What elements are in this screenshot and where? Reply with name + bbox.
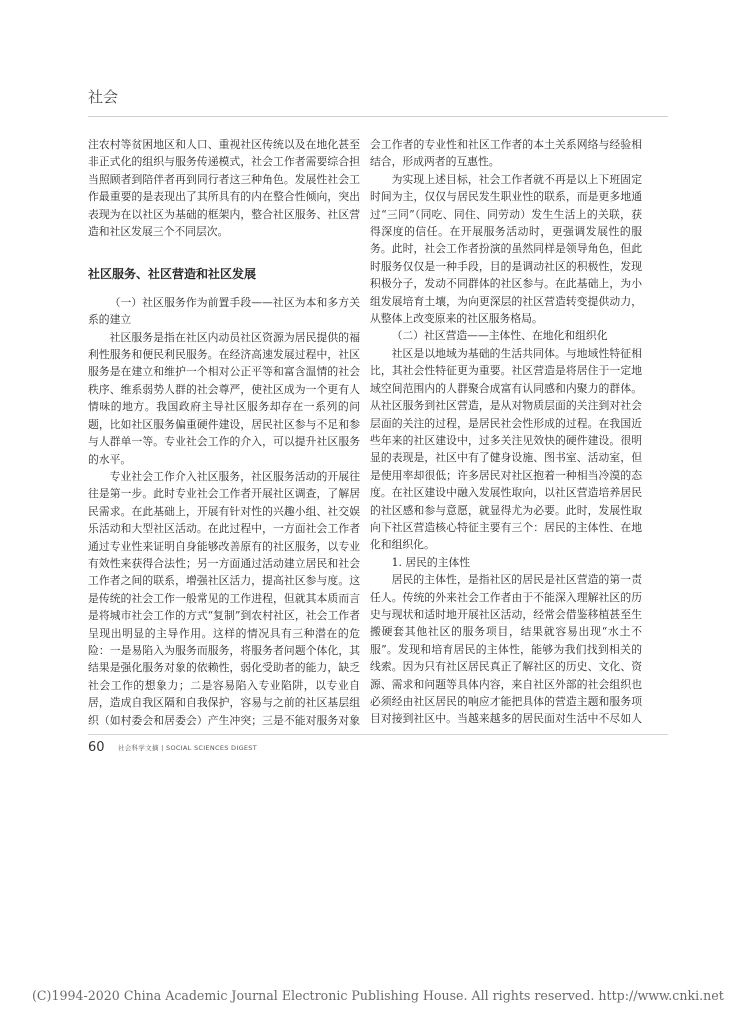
footer-divider xyxy=(88,734,668,735)
header-divider xyxy=(88,116,668,117)
paragraph: 注农村等贫困地区和人口、重视社区传统以及在地化甚至非正式化的组织与服务传递模式，社会工作者需要综合担当照顾者到陪伴者再到同行者这三种角色。发展性社会工作最重要的是表现出了其所具有的内在整合性倾向，突出表现为在以社区为基础的框架内，整合社区服务、社区营造和社区发展三个不同层次。 xyxy=(88,138,360,239)
section-label: 社会 xyxy=(88,88,119,106)
paragraph: 会工作者的专业性和社区工作者的本土关系网络与经验相结合，形成两者的互惠性。 xyxy=(370,138,642,169)
page-number: 60 xyxy=(88,740,105,755)
item-title: 1. 居民的主体性 xyxy=(391,555,471,569)
paragraph: 专业社会工作介入社区服务，社区服务活动的开展往往是第一步。此时专业社会工作者开展社区调查，了解居民需求。在此基础上，开展有针对性的兴趣小组、社交娱乐活动和大型社区活动。在此过程中，一方面社会工作者通过专业性来证明自身能够改善原有的社区服务，以专业有效性来获得合法性；另一方面通过活动建立居民和社会工作者之间的联系，增强社区活力，提高社区参与度。这是传统的社会工作一般常见的工作进程，但就其本质而言是将城市社会工作的方式“复制”到农村社区，社会工作者呈现出明显的主导作用。这样的情况具有三种潜在的危险：一是易陷入为服务而服务，将服务者问题个体化，其结果是强化服务对象的依赖性，弱化受助者的能力，缺乏社会工作的想象力；二是容易陷入专业陷阱，以专业自居，造成自我区隔和自我保护，容易与之前的社区基层组织（如村委会和居委会）产生冲突；三是不能对服务对象 xyxy=(88,469,360,726)
copyright-notice: (C)1994-2020 China Academic Journal Electronic Publishing House. All rights reserved. http://www.cnki.net xyxy=(32,988,724,1003)
subsection-title: （一）社区服务作为前置手段——社区为本和多方关系的建立 xyxy=(88,295,360,327)
left-column xyxy=(88,136,360,726)
paragraph: 为实现上述目标，社会工作者就不再是以上下班固定时间为主，仅仅与居民发生职业性的联系，而是更多地通过“三同”（同吃、同住、同劳动）发生生活上的关联，获得深度的信任。在开展服务活动时，更强调发展性的服务。此时，社会工作者扮演的虽然同样是领导角色，但此时服务仅仅是一种手段，目的是调动社区的积极性，发现积极分子，发动不同群体的社区参与。在此基础上，为小组发展培育土壤，为向更深层的社区营造转变提供动力，从整体上改变原来的社区服务格局。 xyxy=(370,172,642,326)
paragraph: 社区是以地域为基础的生活共同体。与地域性特征相比，其社会性特征更为重要。社区营造是将居住于一定地域空间范围内的人群聚合成富有认同感和内聚力的群体。从社区服务到社区营造，是从对物质层面的关注到对社会层面的关注的过程，是居民社会性形成的过程。在我国近些年来的社区建设中，过多关注见效快的硬件建设。很明显的表现是，社区中有了健身设施、图书室、活动室，但是使用率却很低；许多居民对社区抱着一种相当冷漠的态度。在社区建设中融入发展性取向，以社区营造培养居民的社区感和参与意愿，就显得尤为必要。此时，发展性取向下社区营造核心特征主要有三个：居民的主体性、在地化和组织化。 xyxy=(370,346,642,552)
paragraph: 社区服务是指在社区内动员社区资源为居民提供的福利性服务和便民利民服务。在经济高速发展过程中，社区服务是在建立和维护一个相对公正平等和富含温情的社会秩序、维系弱势人群的社会尊严，使社区成为一个更有人情味的地方。我国政府主导社区服务却存在一系列的问题，比如社区服务偏重硬件建设，居民社区参与不足和参与人群单一等。专业社会工作的介入，可以提升社区服务的水平。 xyxy=(88,330,360,466)
paragraph: 居民的主体性，是指社区的居民是社区营造的第一责任人。传统的外来社会工作者由于不能深入理解社区的历史与现状和适时地开展社区活动，经常会借鉴移植甚至生搬硬套其他社区的服务项目，结果就容易出现“水土不服”。发现和培育居民的主体性，能够为我们找到相关的线索。因为只有社区居民真正了解社区的历史、文化、资源、需求和问题等具体内容，来自社区外部的社会组织也必须经由社区居民的响应才能把具体的营造主题和服务项目对接到社区中。当越来越多的居民面对生活中不尽如人 xyxy=(370,573,642,726)
subsection-title: （二）社区营造——主体性、在地化和组织化 xyxy=(391,329,608,343)
section-heading: 社区服务、社区营造和社区发展 xyxy=(88,267,257,282)
journal-name: 社会科学文摘 | SOCIAL SCIENCES DIGEST xyxy=(118,744,258,752)
right-column xyxy=(370,136,642,726)
